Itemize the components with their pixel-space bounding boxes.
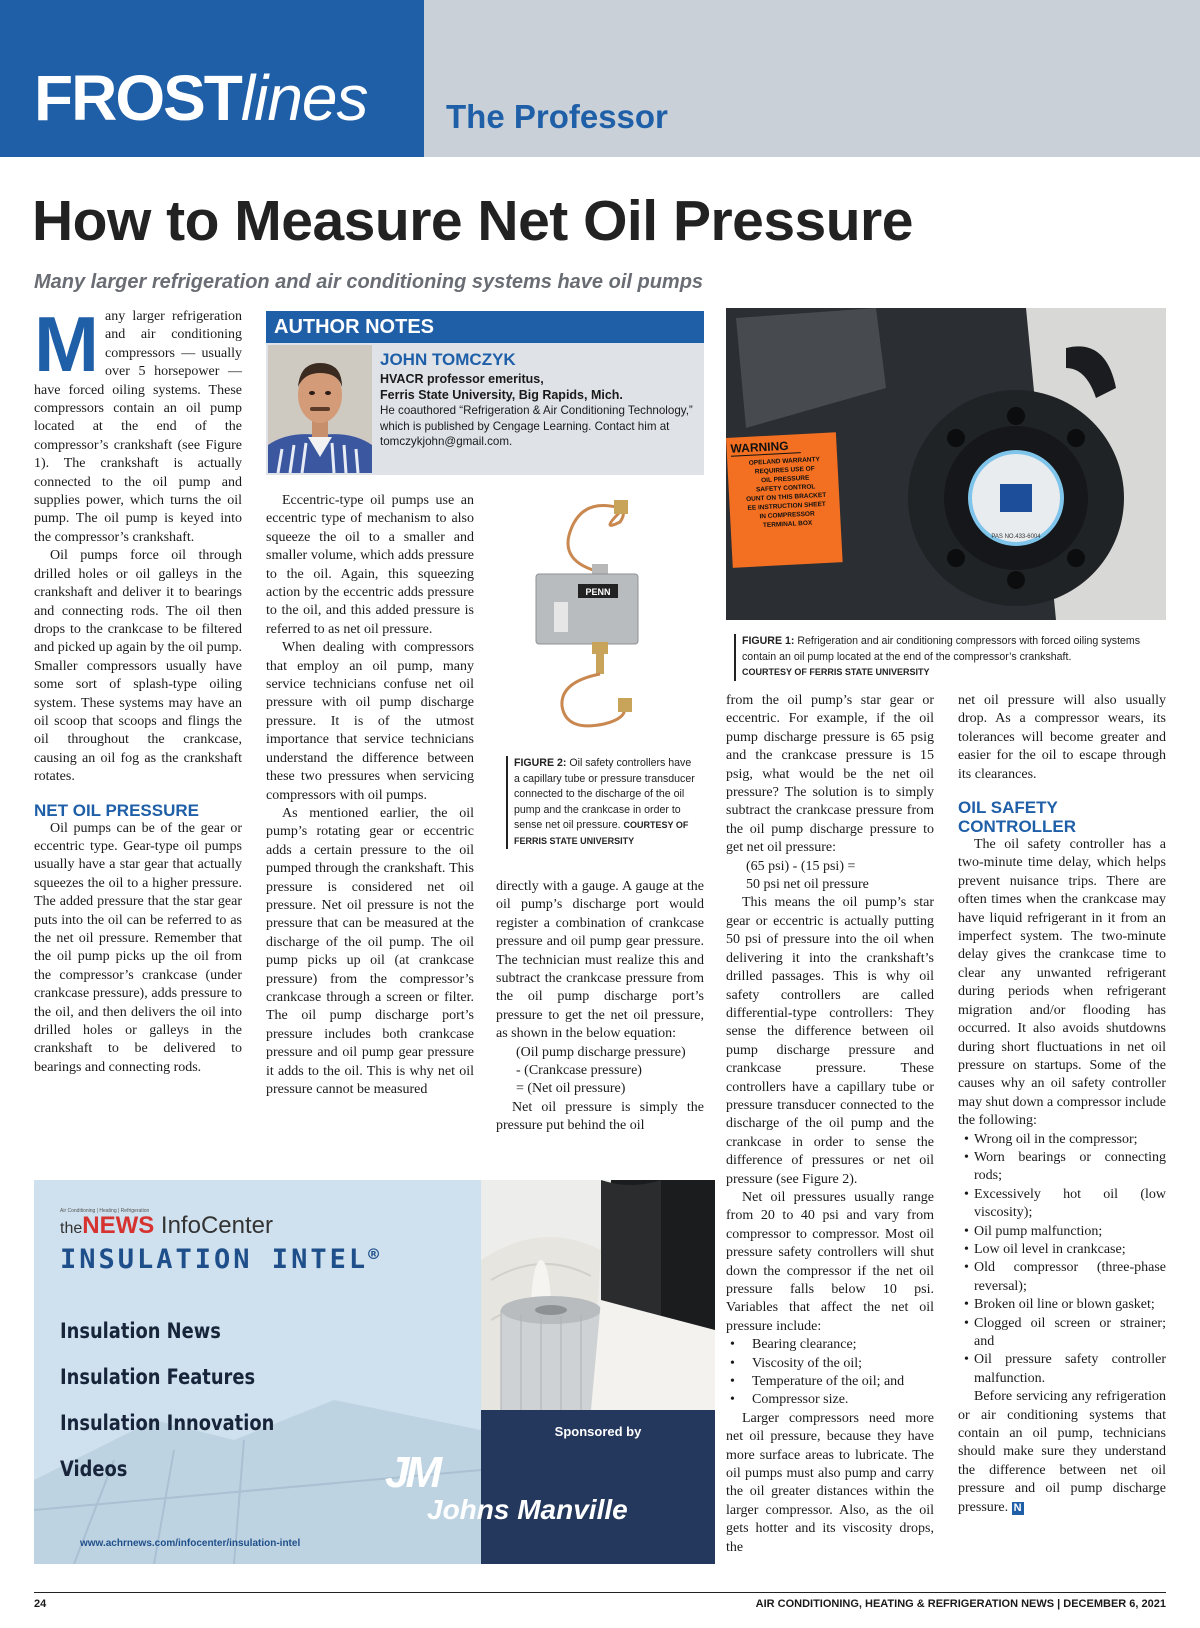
warning-line: EE INSTRUCTION SHEET (747, 500, 826, 512)
author-photo (268, 345, 372, 473)
paragraph: Larger compressors need more net oil pressure, because they have more surface areas to lubricate. The oil pumps must also pump and carry the oil greater distances within the larger compressor. Also, as the oil gets hotter and its viscosity drops, the (726, 1410, 934, 1555)
list-item: • Bearing clearance; (726, 1336, 934, 1354)
warning-line: TERMINAL BOX (762, 519, 813, 530)
variables-list (726, 1336, 934, 1410)
warning-line: IN COMPRESSOR (759, 510, 815, 521)
author-notes-title: AUTHOR NOTES (274, 316, 434, 338)
footer-rule (34, 1592, 1166, 1593)
device-brand-label: PENN (585, 587, 611, 597)
column-1 (34, 300, 242, 1077)
ad-menu (60, 1308, 274, 1492)
author-notes-title-bar (266, 311, 704, 343)
ad-insulation-intel[interactable] (34, 1180, 481, 1564)
list-item: • Excessively hot oil (low viscosity); (958, 1186, 1166, 1223)
list-item: • Oil pressure safety controller malfunction. (958, 1351, 1166, 1388)
figure-2-label: FIGURE 2: (514, 757, 567, 769)
warning-line: OPELAND WARRANTY (748, 456, 821, 467)
causes-list (958, 1131, 1166, 1389)
ad-sponsored-by: Sponsored by (554, 1424, 642, 1439)
part-number-label: PAS NO.433-6004 (991, 534, 1041, 540)
ad-kicker: Air Conditioning | Heating | Refrigeration (60, 1208, 150, 1214)
author-bio: He coauthored “Refrigeration & Air Conditioning Technology,” which is published by Cengage Learning. Contact him at tomczykjohn@gmail.com. (380, 404, 693, 449)
headline: How to Measure Net Oil Pressure (32, 189, 913, 253)
figure-1-label: FIGURE 1: (742, 635, 795, 647)
subhead-oil-safety-controller: OIL SAFETY CONTROLLER (958, 798, 1077, 837)
frostlines-logo: FROSTlines (34, 62, 368, 134)
author-affiliation: Ferris State University, Big Rapids, Mich. (380, 387, 623, 402)
list-item: • Broken oil line or blown gasket; (958, 1296, 1166, 1314)
warning-line: REQUIRES USE OF (754, 465, 815, 476)
list-item: • Wrong oil in the compressor; (958, 1131, 1166, 1149)
paragraph: Oil pumps force oil through drilled holes or oil galleys in the crankshaft and deliver it to bearings and connecting rods. The oil then drops to the crankcase to be filtered and picked up again by the oil pump. Smaller compressors usually have some sort of splash-type oiling system. These systems may have an oil scoop that scoops and flings the oil throughout the crankcase, causing an oil fog as the crankshaft rotates. (34, 548, 242, 785)
drop-cap: M (34, 300, 99, 388)
equation-line: = (Net oil pressure) (516, 1081, 626, 1097)
page-number: 24 (34, 1598, 47, 1610)
paragraph: As mentioned earlier, the oil pump’s rotating gear or eccentric adds a certain pressure to the oil pumped through the crankshaft. This pressure is considered net oil pressure. Net oil pressure is not the pressure that can be measured at the discharge of the oil pump. The oil pump picks up oil (at crankcase pressure) from the compressor’s crankcase through a screen or filter. The oil pump discharge port’s pressure includes both crankcase pressure and oil pump gear pressure it adds to the oil. This is why net oil pressure cannot be measured (266, 805, 474, 1097)
paragraph: Eccentric-type oil pumps use an eccentric type of mechanism to also squeeze the oil to a smaller and smaller volume, which adds pressure to the oil. Again, this squeezing action by the eccentric adds pressure to the oil, and this added pressure is referred to as net oil pressure. (266, 493, 474, 637)
figure-1-text: Refrigeration and air conditioning compressors with forced oiling systems contain an oil pump located at the end of the compressor’s crankshaft. (742, 635, 1141, 663)
warning-line: OIL PRESSURE (760, 474, 810, 485)
column-3 (496, 878, 704, 1136)
subhead-net-oil-pressure: NET OIL PRESSURE (34, 800, 199, 820)
ad-sponsor-panel[interactable] (385, 1410, 715, 1564)
figure-1-credit: COURTESY OF FERRIS STATE UNIVERSITY (742, 667, 930, 677)
ad-item-insulation-features[interactable]: Insulation Features (60, 1365, 256, 1389)
paragraph: When dealing with compressors that employ an oil pump, many service technicians confuse net oil pressure with oil pump discharge pressure. It is of the utmost importance that service technicians understand the difference between these two pressures when servicing compressors with oil pumps. (266, 640, 474, 803)
ad-item-insulation-news[interactable]: Insulation News (60, 1319, 221, 1343)
ad-brand: theNEWS InfoCenter (60, 1212, 273, 1239)
ad-url[interactable]: www.achrnews.com/infocenter/insulation-intel (80, 1538, 301, 1549)
list-item: • Compressor size. (726, 1391, 934, 1409)
equation-line: 50 psi net oil pressure (746, 877, 869, 893)
equation-line: (Oil pump discharge pressure) (516, 1044, 686, 1060)
figure-1-photo (726, 308, 1166, 620)
paragraph: from the oil pump’s star gear or eccentric. For example, if the oil pump discharge pressure is 65 psig and the crankcase pressure is 15 psig, what would be the net oil pressure? The solution is to simply subtract the crankcase pressure from the oil pump discharge pressure to get net oil pressure: (726, 693, 934, 856)
paragraph: Net oil pressure is simply the pressure put behind the oil (496, 1099, 704, 1134)
figure-2-credit: COURTESY OF FERRIS STATE UNIVERSITY (514, 820, 689, 846)
list-item: • Clogged oil screen or strainer; and (958, 1315, 1166, 1352)
column-5 (958, 692, 1166, 1517)
deck: Many larger refrigeration and air conditioning systems have oil pumps (34, 271, 704, 293)
sponsor-name: Johns Manville (427, 1494, 628, 1525)
paragraph: any larger refrigeration and air conditioning compressors — usually over 5 horsepower — have forced oiling systems. These compressors contain an oil pump located at the end of the compressor’s crankshaft (see Figure 1). The crankshaft is actually connected to the oil pump and supplies power, which turns the oil pump. The oil pump is keyed into the compressor’s crankshaft. (34, 309, 242, 545)
list-item: • Oil pump malfunction; (958, 1223, 1166, 1241)
paragraph: This means the oil pump’s star gear or eccentric is actually putting 50 psi of pressure into the oil when delivering it into the crankshaft’s drilled passages. This is why oil safety controllers are called differential-type controllers: They sense the difference between oil pump discharge pressure and crankcase pressure. These controllers have a capillary tube or pressure transducer connected to the discharge of the oil pump and the crankcase in order to sense the difference of pressures or net oil pressure (see Figure 2). (726, 895, 934, 1187)
list-item: • Viscosity of the oil; (726, 1355, 934, 1373)
footer-publication: AIR CONDITIONING, HEATING & REFRIGERATION NEWS | DECEMBER 6, 2021 (755, 1598, 1166, 1610)
figure-2-caption (506, 756, 698, 849)
section-title: The Professor (446, 98, 668, 135)
paragraph: net oil pressure will also usually drop. As a compressor wears, its tolerances will become greater and easier for the oil to escape through its clearances. (958, 693, 1166, 782)
list-item: • Old compressor (three-phase reversal); (958, 1259, 1166, 1296)
ad-item-insulation-innovation[interactable]: Insulation Innovation (60, 1411, 275, 1435)
equation-line: - (Crankcase pressure) (516, 1063, 642, 1079)
figure-2-image (500, 492, 700, 742)
author-title: HVACR professor emeritus, (380, 372, 544, 386)
ad-title: INSULATION INTEL® (60, 1244, 382, 1275)
warning-title: WARNING (730, 438, 801, 457)
list-item: • Low oil level in crankcase; (958, 1241, 1166, 1259)
warning-label (726, 432, 843, 568)
paragraph: Oil pumps can be of the gear or eccentric type. Gear-type oil pumps usually have a star gear that actually squeezes the oil to a higher pressure. The added pressure that the star gear puts into the oil can be referred to as the net oil pressure. Remember that the oil pump picks up the oil from the compressor’s crankcase (under crankcase pressure), adds pressure to the oil, and then delivers the oil into drilled holes or galleys in the crankshaft to be delivered to bearings and connecting rods. (34, 820, 242, 1075)
paragraph: directly with a gauge. A gauge at the oil pump’s discharge port would register a combination of crankcase pressure and oil pump gear pressure. The technician must realize this and subtract the crankcase pressure from the oil pump discharge port’s pressure to get the net oil pressure, as shown in the below equation: (496, 879, 704, 1042)
author-notes-text (380, 350, 700, 450)
paragraph: Before servicing any refrigeration or air conditioning systems that contain an oil pump, technicians should make sure they understand the difference between net oil pressure and oil pump discharge pressure. N (958, 1389, 1166, 1515)
list-item: • Temperature of the oil; and (726, 1373, 934, 1391)
warning-line: SAFETY CONTROL (755, 483, 816, 494)
column-4 (726, 692, 934, 1557)
paragraph: The oil safety controller has a two-minute time delay, which helps prevent nuisance trips. There are often times when the crankcase may have liquid refrigerant in it from an imperfect system. The two-minute delay gives the crankcase time to clear any unwanted refrigerant during periods when refrigerant migration and/or flooding has occurred. It also avoids shutdowns during short fluctuations in net oil pressure on startups. Some of the causes why an oil safety controller may shut down a compressor include the following: (958, 837, 1167, 1129)
author-name: JOHN TOMCZYK (380, 350, 516, 369)
list-item: • Worn bearings or connecting rods; (958, 1149, 1166, 1186)
figure-2-text: Oil safety controllers have a capillary tube or pressure transducer connected to the discharge of the oil pump and the crankcase in order to sense net oil pressure. (514, 757, 695, 831)
column-2 (266, 492, 474, 1099)
warning-line: OUNT ON THIS BRACKET (745, 491, 827, 504)
johns-manville-logo-mark: JM (385, 1448, 439, 1497)
paragraph: Net oil pressures usually range from 20 to 40 psi and vary from compressor to compressor. Most oil pressure safety controllers will shut down the compressor if the net oil pressure falls below 10 psi. Variables that affect the net oil pressure include: (726, 1189, 934, 1334)
ad-item-videos[interactable]: Videos (60, 1457, 128, 1481)
equation-line: (65 psi) - (15 psi) = (746, 858, 856, 874)
end-mark: N (1013, 1501, 1022, 1514)
figure-1-caption (734, 634, 1166, 681)
